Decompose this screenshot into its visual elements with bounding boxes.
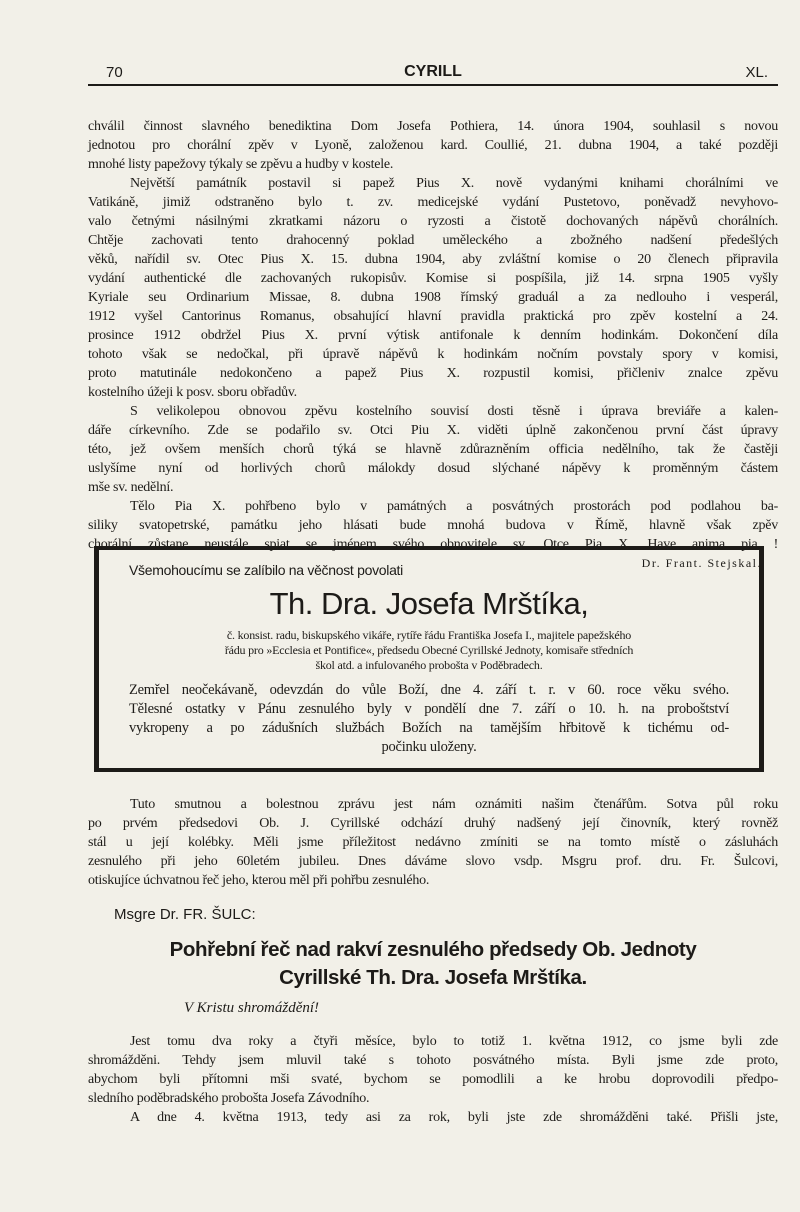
death-details: [129, 681, 729, 757]
titles-line: řádu pro »Ecclesia et Pontifice«, předsedu Obecné Cyrillské Jednoty, komisaře středních: [224, 643, 634, 657]
text-line: sledního poděbradského probošta Josefa Závodního.: [88, 1091, 370, 1106]
text-line: valo četnými násilnými zkratkami názoru o ryzosti a čistotě dochovaných nápěvů chorálních.: [88, 214, 778, 229]
text-line: Chtěje zachovati tento drahocenný poklad uměleckého a zbožného nadšení předešlých: [88, 233, 778, 248]
deceased-name: Th. Dra. Josefa Mrštíka,: [269, 586, 589, 621]
speech-text: [88, 1032, 778, 1127]
running-header: [88, 60, 778, 86]
death-line: vykropeny a po zádušních službách Božích na tamějším hřbitově k tichému od-: [129, 720, 729, 736]
text-line: 1912 vyšel Cantorinus Romanus, obsahující hlavní pravidla praktická pro zpěv kostelní a 24.: [88, 309, 778, 324]
text-line: otiskujíce úchvatnou řeč jeho, kterou měl při pohřbu zesnulého.: [88, 873, 430, 888]
announcement-text: [88, 795, 778, 890]
text-line: dáře církevního. Zde se podařilo sv. Otci Piu X. viděti úplně zakončenou první část úpravy: [88, 423, 778, 438]
text-line: Největší památník postavil si papež Pius X. nově vydanými knihami chorálními ve: [130, 176, 778, 191]
text-line: Tělo Pia X. pohřbeno bylo v památných a posvátných prostorách pod podlahou ba-: [130, 499, 778, 514]
article-signature: Dr. Frant. Stejskal.: [641, 556, 762, 570]
text-line: proto matutinále nedokončeno a papež Pius X. rozpustil komisi, přičleniv znalce zpěvu: [88, 366, 778, 381]
document-page: [88, 60, 778, 1125]
deceased-titles: [129, 628, 729, 673]
text-line: Kyriale seu Ordinarium Missae, 8. dubna 1908 římský graduál a za nedlouho i vesperál,: [88, 290, 778, 305]
text-line: prosince 1912 obdržel Pius X. první výtisk antifonale k denním hodinkám. Dokončení díla: [88, 328, 778, 343]
text-line: siliky svatopetrské, památku jeho hlásati bude mnohá budova v Římě, hlavně však zpěv: [88, 518, 778, 533]
text-line: po prvém předsedovi Ob. J. Cyrillské odchází druhý nadšený její činovník, který rovněž: [88, 816, 778, 831]
text-line: Vatikáně, jimiž odstraněno bylo t. zv. medicejské vydání Pustetovo, poněvadž nevyhovo-: [88, 195, 778, 210]
titles-line: škol atd. a infulovaného probošta v Poděbradech.: [315, 658, 543, 672]
text-line: stál u její kolébky. Měli jsme příležitost nedávno zmíniti se na tomto místě o zásluhách: [88, 835, 778, 850]
text-line: uslyšíme nyní od horlivých chorů málokdy dosud slýchané nápěvy k proměnným částem: [88, 461, 778, 476]
death-line: Tělesné ostatky v Pánu zesnulého byly v pondělí dne 7. září o 10. h. na proboštství: [129, 701, 729, 717]
speech-heading: [88, 936, 778, 992]
heading-line: Pohřební řeč nad rakví zesnulého předsedy Ob. Jednoty: [169, 938, 697, 961]
salutation: V Kristu shromáždění!: [184, 1000, 320, 1016]
text-line: chválil činnost slavného benediktina Dom Josefa Pothiera, 14. února 1904, souhlasil s novou: [88, 119, 778, 134]
speech-author: Msgre Dr. FR. ŠULC:: [114, 906, 256, 923]
text-line: Jest tomu dva roky a čtyři měsíce, bylo to totiž 1. května 1912, co jsme byli zde: [130, 1034, 778, 1049]
text-line: zesnulého při jeho 60letém jubileu. Dnes dáváme slovo vsdp. Msgru prof. dru. Fr. Šulcovi,: [88, 854, 778, 869]
text-line: S velikolepou obnovou zpěvu kostelního souvisí dosti těsně i úprava breviáře a kalen-: [130, 404, 778, 419]
text-line: tohoto však se nedočkal, při úpravě nápěvů k hodinkám nočním povstaly spory v komisi,: [88, 347, 778, 362]
journal-title: CYRILL: [404, 63, 462, 80]
text-line: jednotou pro chorální zpěv v Lyoně, založenou kard. Coullié, 21. dubna 1904, a také později: [88, 138, 778, 153]
obituary-intro: Všemohoucímu se zalíbilo na věčnost povolati: [129, 562, 403, 578]
text-line: abychom byli přítomni mši svaté, bychom se pomodlili a ke hrobu doprovodili předpo-: [88, 1072, 778, 1087]
text-line: věků, nařídil sv. Otec Pius X. 15. dubna 1904, aby zvláštní komise o 20 členech připravila: [88, 252, 778, 267]
text-line: A dne 4. května 1913, tedy asi za rok, byli jste zde shromážděni také. Přišli jste,: [130, 1110, 778, 1125]
text-line: kostelního úžeji k posv. sboru obřadův.: [88, 385, 297, 400]
text-line: chorální zůstane neustále spiat se jménem svého obnovitele sv. Otce Pia X. Have anima pia !: [88, 537, 778, 552]
death-line: Zemřel neočekávaně, odevzdán do vůle Boží, dne 4. září t. r. v 60. roce věku svého.: [129, 682, 729, 698]
text-line: shromážděni. Tehdy jsem mluvil také s tohoto posvátného místa. Byli jsme zde proto,: [88, 1053, 778, 1068]
volume-number: XL.: [745, 64, 768, 81]
obituary-notice-box: [94, 546, 764, 772]
text-line: vydání authentické dle zachovaných rukopisův. Komise si pospíšila, již 14. srpna 1905 vyšly: [88, 271, 778, 286]
article-text: [88, 117, 778, 554]
heading-line: Cyrillské Th. Dra. Josefa Mrštíka.: [279, 966, 587, 989]
titles-line: č. konsist. radu, biskupského vikáře, rytíře řádu Františka Josefa I., majitele papežského: [226, 628, 632, 642]
death-line: počinku uloženy.: [381, 739, 477, 755]
text-line: Tuto smutnou a bolestnou zprávu jest nám oznámiti našim čtenářům. Sotva půl roku: [130, 797, 778, 812]
text-line: této, jež ovšem menších chorů týká se hlavně zdůrazněním officia nedělního, tak že častěji: [88, 442, 778, 457]
text-line: mnohé listy papežovy týkaly se zpěvu a hudby v kostele.: [88, 157, 394, 172]
text-line: mše sv. nedělní.: [88, 480, 174, 495]
page-number: 70: [106, 64, 123, 81]
